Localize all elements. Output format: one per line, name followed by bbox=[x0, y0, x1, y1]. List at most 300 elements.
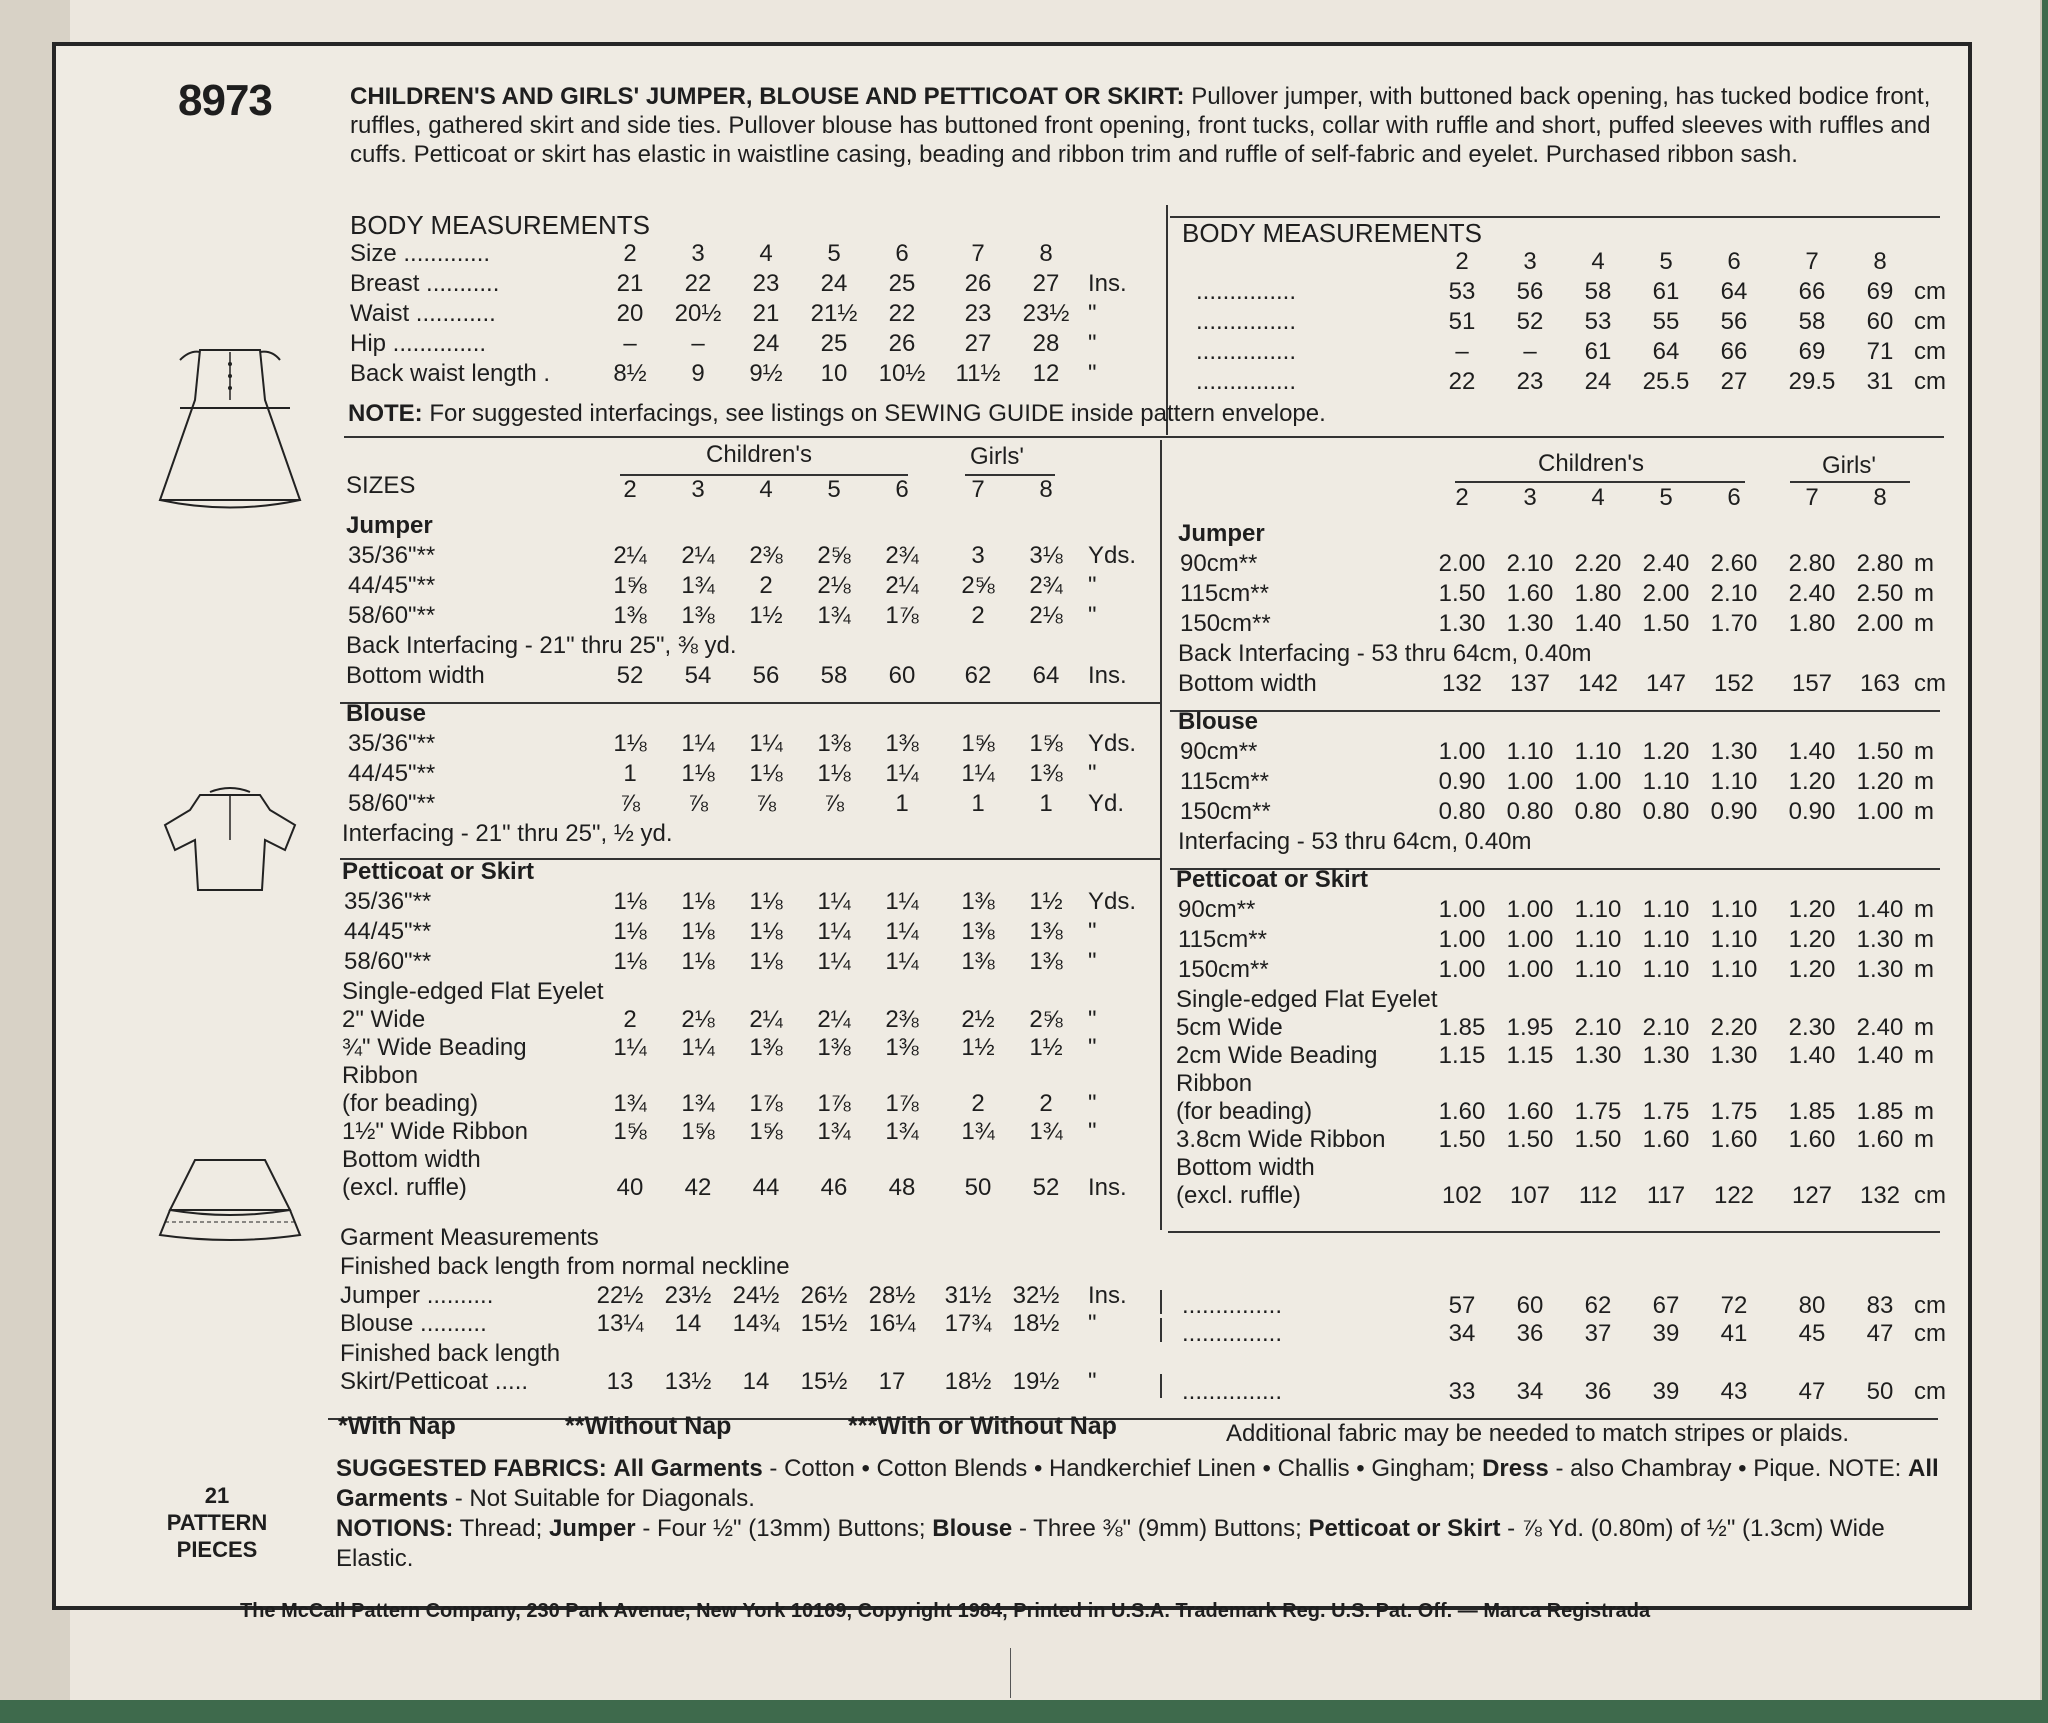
cell-value: 1.40 bbox=[1574, 610, 1622, 637]
cell-value: 0.80 bbox=[1574, 798, 1622, 825]
cell-value: 1.75 bbox=[1710, 1098, 1758, 1125]
row-label: Bottom width bbox=[346, 662, 485, 689]
cell-value: 61 bbox=[1652, 278, 1680, 305]
cell-value: 1.30 bbox=[1438, 610, 1486, 637]
cell-value: 2.60 bbox=[1710, 550, 1758, 577]
row-label: 2cm Wide Beading bbox=[1176, 1042, 1378, 1069]
cell-value: 60 bbox=[1866, 308, 1894, 335]
cell-value: 6 bbox=[1727, 248, 1741, 275]
cell-value: 2 bbox=[623, 1006, 637, 1033]
cell-value: 23 bbox=[752, 270, 780, 297]
cell-value: 1⅜ bbox=[681, 602, 715, 629]
fabrics-dress: Dress bbox=[1482, 1455, 1549, 1482]
row-unit: " bbox=[1088, 1310, 1097, 1337]
cell-value: 2¾ bbox=[1029, 572, 1063, 599]
row-unit: m bbox=[1914, 1126, 1934, 1153]
row-unit: cm bbox=[1914, 1292, 1946, 1319]
row-label: Jumper .......... bbox=[340, 1282, 494, 1309]
cell-value: 36 bbox=[1584, 1378, 1612, 1405]
cell-value: 39 bbox=[1652, 1378, 1680, 1405]
cell-value: 50 bbox=[1866, 1378, 1894, 1405]
cell-value: 1.30 bbox=[1710, 1042, 1758, 1069]
cell-value: 60 bbox=[888, 662, 916, 689]
cell-value: 1¼ bbox=[613, 1034, 647, 1061]
jumper-bottom-metric bbox=[0, 670, 2040, 698]
cell-value: 1.95 bbox=[1506, 1014, 1554, 1041]
cell-value: 53 bbox=[1448, 278, 1476, 305]
row-label: ............... bbox=[1182, 1320, 1283, 1347]
row-label: Jumper bbox=[1178, 520, 1265, 547]
body-row-metric bbox=[0, 338, 2040, 366]
cell-value: 6 bbox=[895, 476, 909, 503]
row-label: ¾" Wide Beading bbox=[342, 1034, 527, 1061]
cell-value: 1 bbox=[623, 760, 637, 787]
row-unit: Ins. bbox=[1088, 662, 1127, 689]
cell-value: 17 bbox=[878, 1368, 906, 1395]
row-label: (for beading) bbox=[1176, 1098, 1313, 1125]
cell-value: 1.30 bbox=[1710, 738, 1758, 765]
cell-value: 2.80 bbox=[1788, 550, 1836, 577]
cell-value: 31½ bbox=[944, 1282, 992, 1309]
row-label: Jumper bbox=[346, 512, 433, 539]
petticoat-metric-row bbox=[0, 926, 2040, 954]
cell-value: 1.85 bbox=[1788, 1098, 1836, 1125]
cell-value: 1¼ bbox=[681, 730, 715, 757]
row-unit: " bbox=[1088, 602, 1097, 629]
additional-fabric-note: Additional fabric may be needed to match stripes or plaids. bbox=[1226, 1420, 1850, 1447]
cell-value: 107 bbox=[1509, 1182, 1551, 1209]
cell-value: 2 bbox=[971, 602, 985, 629]
row-unit: m bbox=[1914, 768, 1934, 795]
row-label: Breast ........... bbox=[350, 270, 500, 297]
cell-value: 1⅞ bbox=[885, 602, 919, 629]
cell-value: 1.10 bbox=[1642, 896, 1690, 923]
cell-value: 64 bbox=[1032, 662, 1060, 689]
cell-value: 1.20 bbox=[1788, 956, 1836, 983]
cell-value: 53 bbox=[1584, 308, 1612, 335]
cell-value: 55 bbox=[1652, 308, 1680, 335]
fold-mark bbox=[1010, 1648, 1011, 1698]
cell-value: 3 bbox=[1523, 484, 1537, 511]
cell-value: 1¼ bbox=[749, 730, 783, 757]
cell-value: 25 bbox=[820, 330, 848, 357]
cell-value: 1.60 bbox=[1710, 1126, 1758, 1153]
jumper-interfacing-metric bbox=[0, 640, 2040, 668]
row-unit: " bbox=[1088, 330, 1097, 357]
cell-value: 2.30 bbox=[1788, 1014, 1836, 1041]
cell-value: 1¾ bbox=[961, 1118, 995, 1145]
row-unit: Yd. bbox=[1088, 790, 1125, 817]
cell-value: 1.20 bbox=[1642, 738, 1690, 765]
cell-value: 15½ bbox=[800, 1310, 848, 1337]
cell-value: – bbox=[1455, 338, 1469, 365]
cell-value: 137 bbox=[1509, 670, 1551, 697]
notions-text: - ⅞ Yd. (0.80m) of ½" (1.3cm) Wide Elastic. bbox=[336, 1515, 1885, 1572]
cell-value: 11½ bbox=[955, 360, 1001, 387]
cell-value: 1 bbox=[971, 790, 985, 817]
children-header-us: Children's bbox=[706, 441, 812, 468]
cell-value: 1.20 bbox=[1788, 768, 1836, 795]
row-label: 35/36"** bbox=[344, 888, 432, 915]
row-label: Blouse bbox=[346, 700, 427, 727]
cell-value: 1¾ bbox=[885, 1118, 919, 1145]
cell-value: 1½ bbox=[961, 1034, 995, 1061]
notions-blouse: Blouse bbox=[932, 1515, 1013, 1542]
row-unit: cm bbox=[1914, 338, 1946, 365]
cell-value: 32½ bbox=[1012, 1282, 1060, 1309]
cell-value: 1.10 bbox=[1642, 768, 1690, 795]
cell-value: 10½ bbox=[878, 360, 926, 387]
cell-value: 1.00 bbox=[1506, 768, 1554, 795]
row-unit: m bbox=[1914, 550, 1934, 577]
garment-measurements-heading: Garment Measurements bbox=[340, 1224, 599, 1251]
garment-subheading: Finished back length from normal neckline bbox=[340, 1253, 790, 1280]
row-label: Back waist length . bbox=[350, 360, 551, 387]
notions-petticoat: Petticoat or Skirt bbox=[1308, 1515, 1501, 1542]
cell-value: 54 bbox=[684, 662, 712, 689]
cell-value: 1⅛ bbox=[681, 918, 715, 945]
cell-value: 34 bbox=[1516, 1378, 1544, 1405]
body-row-metric bbox=[0, 278, 2040, 306]
row-label: (excl. ruffle) bbox=[1176, 1182, 1301, 1209]
cell-value: 1¾ bbox=[817, 602, 851, 629]
cell-value: 1.75 bbox=[1574, 1098, 1622, 1125]
cell-value: – bbox=[1523, 338, 1537, 365]
row-unit: " bbox=[1088, 1034, 1097, 1061]
cell-value: 1.50 bbox=[1856, 738, 1904, 765]
cell-value: 0.80 bbox=[1506, 798, 1554, 825]
cell-value: 57 bbox=[1448, 1292, 1476, 1319]
petticoat-metric-bottom-row bbox=[0, 1182, 2040, 1210]
cell-value: 21 bbox=[616, 270, 644, 297]
cell-value: 1 bbox=[1039, 790, 1053, 817]
cell-value: 21 bbox=[752, 300, 780, 327]
row-unit: Ins. bbox=[1088, 1282, 1127, 1309]
row-label: Back Interfacing - 21" thru 25", ⅜ yd. bbox=[346, 632, 737, 659]
petticoat-metric-eyelet-label bbox=[0, 986, 2040, 1014]
cell-value: 13¼ bbox=[596, 1310, 644, 1337]
cell-value: 1.15 bbox=[1438, 1042, 1486, 1069]
pattern-pieces-count bbox=[152, 1482, 282, 1563]
row-label: ............... bbox=[1196, 308, 1297, 335]
cell-value: 22 bbox=[888, 300, 916, 327]
row-label: ............... bbox=[1196, 368, 1297, 395]
notions-text: - Four ½" (13mm) Buttons; bbox=[635, 1515, 933, 1542]
cell-value: 2.10 bbox=[1710, 580, 1758, 607]
cell-value: 5 bbox=[1659, 248, 1673, 275]
cell-value: 1.00 bbox=[1856, 798, 1904, 825]
cell-value: 1¼ bbox=[817, 948, 851, 975]
cell-value: 1⅜ bbox=[817, 730, 851, 757]
cell-value: 1⅛ bbox=[681, 888, 715, 915]
cell-value: 1⅝ bbox=[613, 1118, 647, 1145]
row-unit: m bbox=[1914, 956, 1934, 983]
row-label: 3.8cm Wide Ribbon bbox=[1176, 1126, 1386, 1153]
petticoat-metric-ribbon-row bbox=[0, 1126, 2040, 1154]
sizes-row-metric bbox=[0, 484, 2040, 512]
cell-value: 1⅜ bbox=[885, 730, 919, 757]
cell-value: 13½ bbox=[664, 1368, 712, 1395]
fabrics-text: - also Chambray • Pique. NOTE: bbox=[1548, 1455, 1908, 1482]
cell-value: 45 bbox=[1798, 1320, 1826, 1347]
cell-value: 1⅜ bbox=[885, 1034, 919, 1061]
cell-value: 1¼ bbox=[885, 948, 919, 975]
cell-value: 1.00 bbox=[1438, 926, 1486, 953]
cell-value: 46 bbox=[820, 1174, 848, 1201]
blouse-metric-row bbox=[0, 738, 2040, 766]
cell-value: 1⅛ bbox=[749, 918, 783, 945]
cell-value: 1.85 bbox=[1856, 1098, 1904, 1125]
cell-value: 1.30 bbox=[1642, 1042, 1690, 1069]
cell-value: 3 bbox=[691, 240, 705, 267]
cell-value: 27 bbox=[1720, 368, 1748, 395]
cell-value: 2.00 bbox=[1642, 580, 1690, 607]
cell-value: 1.20 bbox=[1788, 926, 1836, 953]
cell-value: 2.00 bbox=[1438, 550, 1486, 577]
row-unit: cm bbox=[1914, 1182, 1946, 1209]
row-label: ............... bbox=[1182, 1378, 1283, 1405]
cell-value: 1.60 bbox=[1788, 1126, 1836, 1153]
cell-value: 1.70 bbox=[1710, 610, 1758, 637]
cell-value: 1.00 bbox=[1438, 956, 1486, 983]
cell-value: 1.10 bbox=[1574, 956, 1622, 983]
cell-value: 44 bbox=[752, 1174, 780, 1201]
cell-value: 1.00 bbox=[1438, 896, 1486, 923]
cell-value: 58 bbox=[1584, 278, 1612, 305]
cell-value: 1.20 bbox=[1788, 896, 1836, 923]
cell-value: 7 bbox=[1805, 248, 1819, 275]
cell-value: 69 bbox=[1866, 278, 1894, 305]
cell-value: 1.10 bbox=[1642, 956, 1690, 983]
row-unit: " bbox=[1088, 360, 1097, 387]
cell-value: 2¼ bbox=[817, 1006, 851, 1033]
cell-value: 0.80 bbox=[1642, 798, 1690, 825]
cell-value: 157 bbox=[1791, 670, 1833, 697]
jumper-metric-row bbox=[0, 610, 2040, 638]
pieces-number: 21 bbox=[204, 1483, 230, 1508]
cell-value: 5 bbox=[1659, 484, 1673, 511]
cell-value: 1¼ bbox=[817, 918, 851, 945]
cell-value: 22 bbox=[684, 270, 712, 297]
cell-value: 2.10 bbox=[1574, 1014, 1622, 1041]
divider bbox=[344, 436, 1944, 438]
cell-value: 29.5 bbox=[1788, 368, 1836, 395]
petticoat-metric-for-beading-row bbox=[0, 1098, 2040, 1126]
cell-value: 0.80 bbox=[1438, 798, 1486, 825]
cell-value: 1¾ bbox=[681, 572, 715, 599]
cell-value: 56 bbox=[752, 662, 780, 689]
cell-value: 2½ bbox=[961, 1006, 995, 1033]
garment-row-metric bbox=[0, 1378, 2040, 1406]
cell-value: 2 bbox=[971, 1090, 985, 1117]
row-unit: m bbox=[1914, 896, 1934, 923]
cell-value: 39 bbox=[1652, 1320, 1680, 1347]
row-label: Interfacing - 53 thru 64cm, 0.40m bbox=[1178, 828, 1532, 855]
cell-value: 37 bbox=[1584, 1320, 1612, 1347]
cell-value: 8 bbox=[1873, 484, 1887, 511]
cell-value: 2 bbox=[759, 572, 773, 599]
cell-value: 1¾ bbox=[1029, 1118, 1063, 1145]
row-unit: " bbox=[1088, 1090, 1097, 1117]
row-unit: cm bbox=[1914, 670, 1946, 697]
cell-value: 2⅝ bbox=[1029, 1006, 1063, 1033]
cell-value: 2.10 bbox=[1642, 1014, 1690, 1041]
cell-value: 51 bbox=[1448, 308, 1476, 335]
row-label: Waist ............ bbox=[350, 300, 496, 327]
row-label: Blouse .......... bbox=[340, 1310, 487, 1337]
cell-value: 61 bbox=[1584, 338, 1612, 365]
row-label: 90cm** bbox=[1178, 896, 1256, 923]
cell-value: 22 bbox=[1448, 368, 1476, 395]
cell-value: 1⅛ bbox=[613, 948, 647, 975]
cell-value: 1.00 bbox=[1438, 738, 1486, 765]
cell-value: 1.10 bbox=[1710, 896, 1758, 923]
cell-value: 1½ bbox=[1029, 1034, 1063, 1061]
cell-value: 1.15 bbox=[1506, 1042, 1554, 1069]
cell-value: 142 bbox=[1577, 670, 1619, 697]
cell-value: 1⅞ bbox=[749, 1090, 783, 1117]
cell-value: 152 bbox=[1713, 670, 1755, 697]
cell-value: 47 bbox=[1798, 1378, 1826, 1405]
cell-value: 69 bbox=[1798, 338, 1826, 365]
cell-value: 8 bbox=[1039, 476, 1053, 503]
row-label: Bottom width bbox=[342, 1146, 481, 1173]
garment-row-metric bbox=[0, 1292, 2040, 1320]
note-label: NOTE: bbox=[348, 400, 423, 427]
cell-value: 1⅝ bbox=[1029, 730, 1063, 757]
cell-value: 9 bbox=[691, 360, 705, 387]
cell-value: 9½ bbox=[749, 360, 783, 387]
cell-value: 1¼ bbox=[885, 888, 919, 915]
cell-value: 1⅝ bbox=[681, 1118, 715, 1145]
cell-value: 1.30 bbox=[1856, 956, 1904, 983]
row-unit: m bbox=[1914, 926, 1934, 953]
cell-value: 2.40 bbox=[1856, 1014, 1904, 1041]
row-label: 58/60"** bbox=[348, 602, 436, 629]
cell-value: 1.30 bbox=[1856, 926, 1904, 953]
garment-row-metric bbox=[0, 1320, 2040, 1348]
cell-value: 1¾ bbox=[613, 1090, 647, 1117]
cell-value: 1⅛ bbox=[749, 760, 783, 787]
cell-value: 40 bbox=[616, 1174, 644, 1201]
pattern-number: 8973 bbox=[178, 76, 272, 125]
cell-value: 42 bbox=[684, 1174, 712, 1201]
cell-value: 24 bbox=[1584, 368, 1612, 395]
cell-value: 1.10 bbox=[1710, 956, 1758, 983]
row-unit: m bbox=[1914, 1014, 1934, 1041]
body-measurements-heading-metric: BODY MEASUREMENTS bbox=[1182, 218, 1483, 248]
notions-label: NOTIONS: bbox=[336, 1515, 454, 1542]
row-unit: " bbox=[1088, 1368, 1097, 1395]
cell-value: 52 bbox=[1032, 1174, 1060, 1201]
cell-value: 1.50 bbox=[1438, 580, 1486, 607]
cell-value: 62 bbox=[1584, 1292, 1612, 1319]
note-text: For suggested interfacings, see listings on SEWING GUIDE inside pattern envelope. bbox=[422, 400, 1326, 427]
cell-value: 52 bbox=[1516, 308, 1544, 335]
row-unit: " bbox=[1088, 918, 1097, 945]
cell-value: 33 bbox=[1448, 1378, 1476, 1405]
cell-value: 2⅝ bbox=[817, 542, 851, 569]
row-label: ............... bbox=[1182, 1292, 1283, 1319]
row-label: 35/36"** bbox=[348, 542, 436, 569]
row-label: (excl. ruffle) bbox=[342, 1174, 467, 1201]
girls-header-metric: Girls' bbox=[1822, 452, 1876, 479]
cell-value: 8 bbox=[1873, 248, 1887, 275]
cell-value: ⅞ bbox=[619, 790, 640, 817]
cell-value: 1½ bbox=[1029, 888, 1063, 915]
cell-value: 5 bbox=[827, 240, 841, 267]
cell-value: 18½ bbox=[1012, 1310, 1060, 1337]
row-unit: m bbox=[1914, 610, 1934, 637]
cell-value: 13 bbox=[606, 1368, 634, 1395]
row-unit: m bbox=[1914, 580, 1934, 607]
cell-value: 1.60 bbox=[1506, 1098, 1554, 1125]
row-unit: m bbox=[1914, 1042, 1934, 1069]
cell-value: 25.5 bbox=[1642, 368, 1690, 395]
cell-value: 15½ bbox=[800, 1368, 848, 1395]
row-unit: " bbox=[1088, 300, 1097, 327]
cell-value: ⅞ bbox=[823, 790, 844, 817]
body-row-metric bbox=[0, 368, 2040, 396]
cell-value: 102 bbox=[1441, 1182, 1483, 1209]
cell-value: 26½ bbox=[800, 1282, 848, 1309]
cell-value: ⅞ bbox=[687, 790, 708, 817]
row-unit: " bbox=[1088, 572, 1097, 599]
with-or-without-nap: ***With or Without Nap bbox=[848, 1412, 1117, 1440]
row-label: Petticoat or Skirt bbox=[1176, 866, 1369, 893]
row-label: 44/45"** bbox=[348, 572, 436, 599]
row-label: Bottom width bbox=[1178, 670, 1317, 697]
row-label: 150cm** bbox=[1180, 610, 1271, 637]
suggested-fabrics bbox=[336, 1454, 1942, 1514]
cell-value: 6 bbox=[1727, 484, 1741, 511]
row-unit: cm bbox=[1914, 278, 1946, 305]
cell-value: 2⅜ bbox=[749, 542, 783, 569]
cell-value: 43 bbox=[1720, 1378, 1748, 1405]
garment-subheading-2: Finished back length bbox=[340, 1340, 561, 1367]
cell-value: 2 bbox=[1455, 484, 1469, 511]
fabrics-all-garments-2: All Garments bbox=[336, 1455, 1939, 1512]
cell-value: 4 bbox=[1591, 248, 1605, 275]
body-row-metric bbox=[0, 248, 2040, 276]
cell-value: 64 bbox=[1720, 278, 1748, 305]
cell-value: 10 bbox=[820, 360, 848, 387]
cell-value: ⅞ bbox=[755, 790, 776, 817]
cell-value: 19½ bbox=[1012, 1368, 1060, 1395]
cell-value: 1.10 bbox=[1574, 738, 1622, 765]
cell-value: 20½ bbox=[674, 300, 722, 327]
cell-value: 64 bbox=[1652, 338, 1680, 365]
cell-value: 1¼ bbox=[681, 1034, 715, 1061]
cell-value: 34 bbox=[1448, 1320, 1476, 1347]
cell-value: 132 bbox=[1441, 670, 1483, 697]
row-unit: " bbox=[1088, 1006, 1097, 1033]
cell-value: 1¼ bbox=[817, 888, 851, 915]
cell-value: 83 bbox=[1866, 1292, 1894, 1319]
cell-value: 1¾ bbox=[817, 1118, 851, 1145]
cell-value: 62 bbox=[964, 662, 992, 689]
cell-value: 1.10 bbox=[1574, 896, 1622, 923]
cell-value: 1.00 bbox=[1574, 768, 1622, 795]
cell-value: 72 bbox=[1720, 1292, 1748, 1319]
petticoat-metric-eyelet-row bbox=[0, 1014, 2040, 1042]
cell-value: 25 bbox=[888, 270, 916, 297]
cell-value: 24 bbox=[752, 330, 780, 357]
cell-value: 52 bbox=[616, 662, 644, 689]
cell-value: 2¼ bbox=[681, 542, 715, 569]
cell-value: 117 bbox=[1646, 1182, 1686, 1209]
cell-value: 47 bbox=[1866, 1320, 1894, 1347]
